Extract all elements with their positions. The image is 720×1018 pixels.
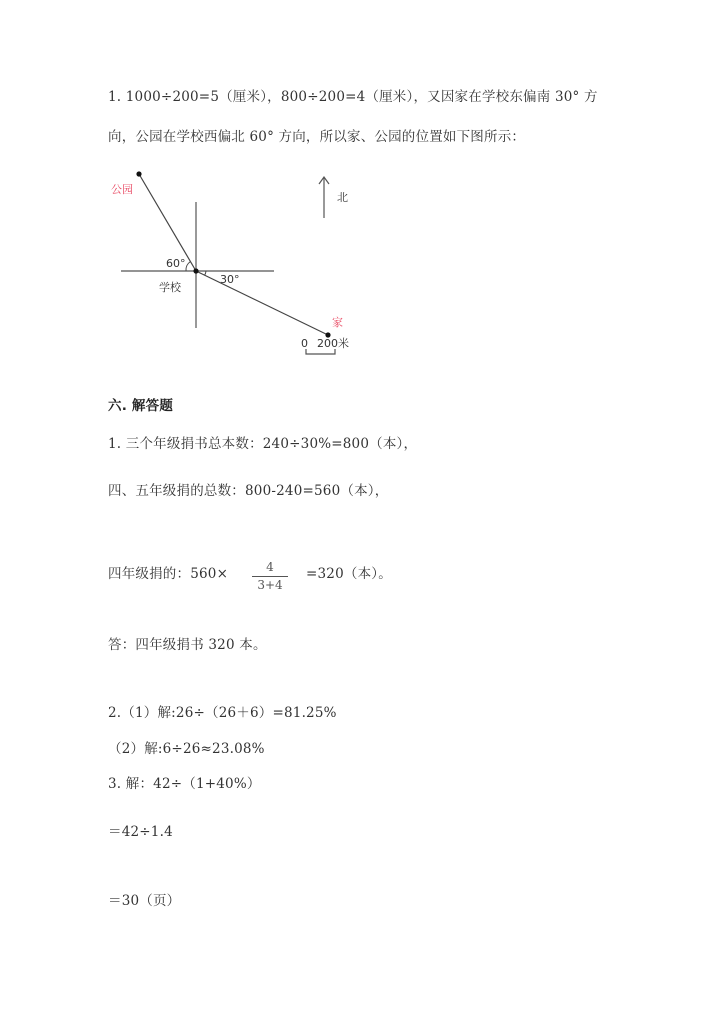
- q1-line-3-prefix: 四年级捐的：560×: [108, 566, 229, 582]
- q1-answer: 答：四年级捐书 320 本。: [108, 637, 267, 653]
- problem-1-line-1: 1. 1000÷200=5（厘米），800÷200=4（厘米），又因家在学校东偏南 30° 方: [108, 89, 598, 105]
- home-label: 家: [332, 316, 343, 329]
- q3-line-2: ＝42÷1.4: [108, 824, 173, 840]
- school-label: 学校: [159, 281, 181, 294]
- scale-value-label: 200米: [317, 337, 349, 350]
- scale-zero-label: 0: [301, 337, 308, 350]
- fraction-denominator: 3+4: [257, 578, 283, 592]
- park-label: 公园: [111, 183, 133, 196]
- q2-part-2: （2）解:6÷26≈23.08%: [108, 741, 265, 757]
- direction-map-diagram: [100, 160, 370, 370]
- fraction: [252, 560, 288, 593]
- fraction-bar: [252, 576, 288, 577]
- angle-30-label: 30°: [220, 273, 240, 286]
- q3-line-1: 3. 解：42÷（1+40%）: [108, 776, 261, 792]
- fraction-numerator: 4: [266, 560, 274, 574]
- q1-line-1: 1. 三个年级捐书总本数：240÷30%=800（本），: [108, 436, 418, 452]
- section-title: 六. 解答题: [108, 398, 174, 414]
- q1-line-3-suffix: =320（本）。: [306, 566, 392, 582]
- q2-part-1: 2.（1）解:26÷（26＋6）=81.25%: [108, 705, 337, 721]
- q1-line-2: 四、五年级捐的总数：800-240=560（本），: [108, 483, 389, 499]
- problem-1-line-2: 向，公园在学校西偏北 60° 方向，所以家、公园的位置如下图所示：: [108, 129, 526, 145]
- north-label: 北: [337, 191, 348, 204]
- angle-60-label: 60°: [166, 257, 186, 270]
- q3-line-3: ＝30（页）: [108, 893, 181, 909]
